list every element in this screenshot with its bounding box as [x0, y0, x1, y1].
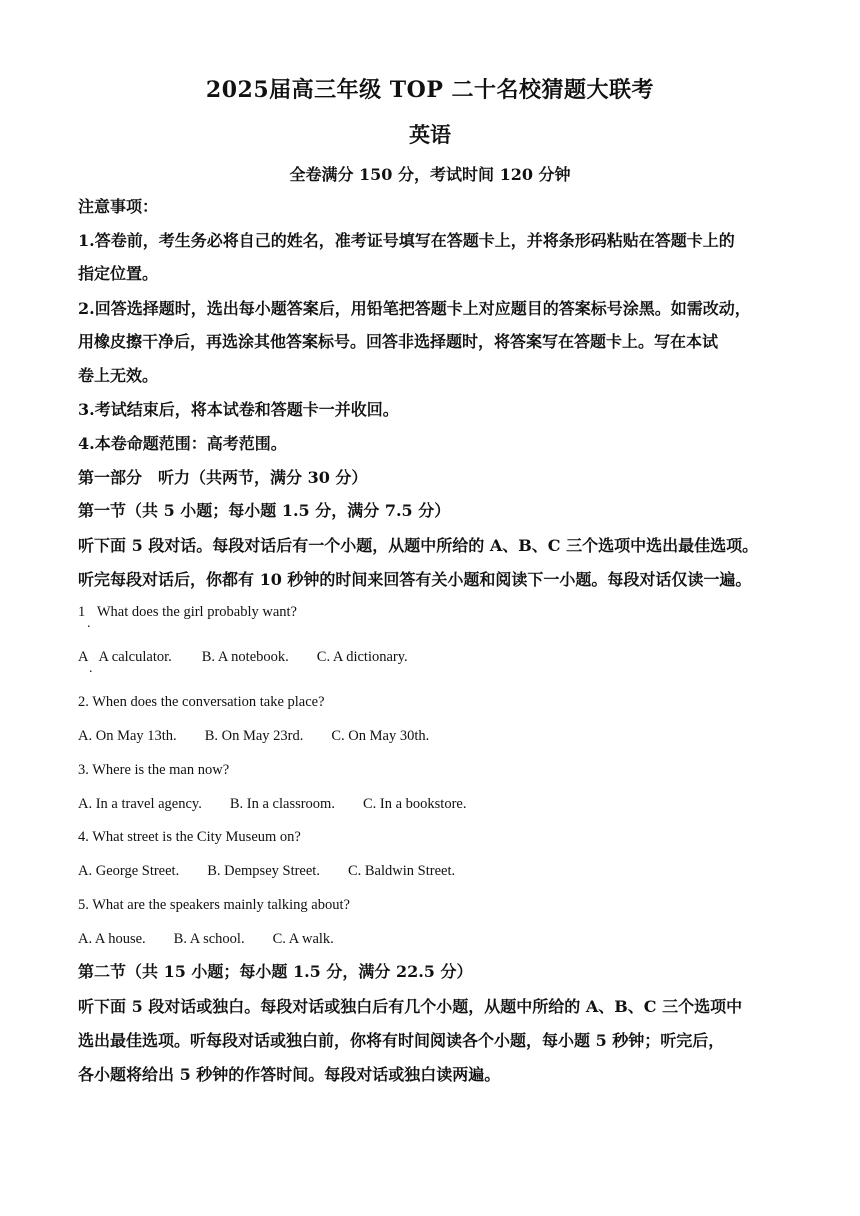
question-4-options — [78, 863, 483, 880]
option-a: A. In a travel agency. — [78, 796, 202, 812]
option-b: B. In a classroom. — [229, 796, 335, 812]
section1-instruction: 听下面 5 段对话。每段对话后有一个小题，从题中所给的 A、B、C 三个选项中选出最佳选项。 — [78, 536, 759, 555]
option-c: C. On May 30th. — [331, 728, 430, 744]
section1-instruction: 听完每段对话后，你都有 10 秒钟的时间来回答有关小题和阅读下一小题。每段对话仅读一遍。 — [78, 570, 752, 589]
option-c: C. A walk. — [272, 931, 334, 947]
section1-heading: 第一节（共 5 小题；每小题 1.5 分，满分 7.5 分） — [78, 501, 451, 520]
notice-line: 2.回答选择题时，选出每小题答案后，用铅笔把答题卡上对应题目的答案标号涂黑。如需改动， — [78, 299, 751, 318]
part1-heading: 第一部分 听力（共两节，满分 30 分） — [78, 468, 368, 487]
question-text: What does the girl probably want? — [96, 604, 297, 620]
notice-heading: 注意事项： — [78, 197, 159, 216]
notice-line: 指定位置。 — [78, 264, 159, 283]
option-a: A. A house. — [78, 931, 146, 947]
section2-instruction: 选出最佳选项。听每段对话或独白前，你将有时间阅读各个小题，每小题 5 秒钟；听完后， — [78, 1031, 725, 1050]
option-b: B. On May 23rd. — [204, 728, 304, 744]
question-1-stem — [78, 604, 297, 621]
notice-line: 1.答卷前，考生务必将自己的姓名，准考证号填写在答题卡上，并将条形码粘贴在答题卡上的 — [78, 231, 735, 250]
score-line: 全卷满分 150 分，考试时间 120 分钟 — [289, 165, 571, 184]
question-2-stem: 2. When does the conversation take place? — [78, 694, 325, 710]
question-4-stem: 4. What street is the City Museum on? — [78, 829, 301, 845]
option-b: B. A notebook. — [201, 649, 289, 665]
dot-mark: . — [87, 616, 91, 631]
section2-heading: 第二节（共 15 小题；每小题 1.5 分，满分 22.5 分） — [78, 962, 473, 981]
option-a: A. On May 13th. — [78, 728, 177, 744]
subject-title: 英语 — [409, 122, 451, 147]
question-2-options — [78, 728, 457, 745]
section2-instruction: 听下面 5 段对话或独白。每段对话或独白后有几个小题，从题中所给的 A、B、C 三个选项中 — [78, 997, 743, 1016]
question-1-options — [78, 649, 436, 666]
option-b: B. Dempsey Street. — [207, 863, 320, 879]
option-a: A. George Street. — [78, 863, 180, 879]
section2-instruction: 各小题将给出 5 秒钟的作答时间。每段对话或独白读两遍。 — [78, 1065, 501, 1084]
question-3-stem: 3. Where is the man now? — [78, 762, 230, 778]
option-c: C. In a bookstore. — [362, 796, 467, 812]
option-c: C. A dictionary. — [316, 649, 408, 665]
question-5-stem: 5. What are the speakers mainly talking about? — [78, 897, 350, 913]
notice-line: 卷上无效。 — [78, 366, 159, 385]
dot-mark: . — [89, 661, 93, 676]
question-5-options — [78, 931, 362, 948]
option-c: C. Baldwin Street. — [347, 863, 456, 879]
option-a-text: A calculator. — [98, 649, 172, 665]
notice-line: 用橡皮擦干净后，再选涂其他答案标号。回答非选择题时，将答案写在答题卡上。写在本试 — [78, 332, 719, 351]
exam-title: 2025届高三年级 TOP 二十名校猜题大联考 — [205, 77, 655, 103]
question-number: 1 — [78, 604, 86, 620]
notice-line: 4.本卷命题范围：高考范围。 — [78, 434, 287, 453]
option-a-label: A — [78, 649, 89, 665]
notice-line: 3.考试结束后，将本试卷和答题卡一并收回。 — [78, 400, 399, 419]
option-b: B. A school. — [173, 931, 245, 947]
question-3-options — [78, 796, 494, 813]
